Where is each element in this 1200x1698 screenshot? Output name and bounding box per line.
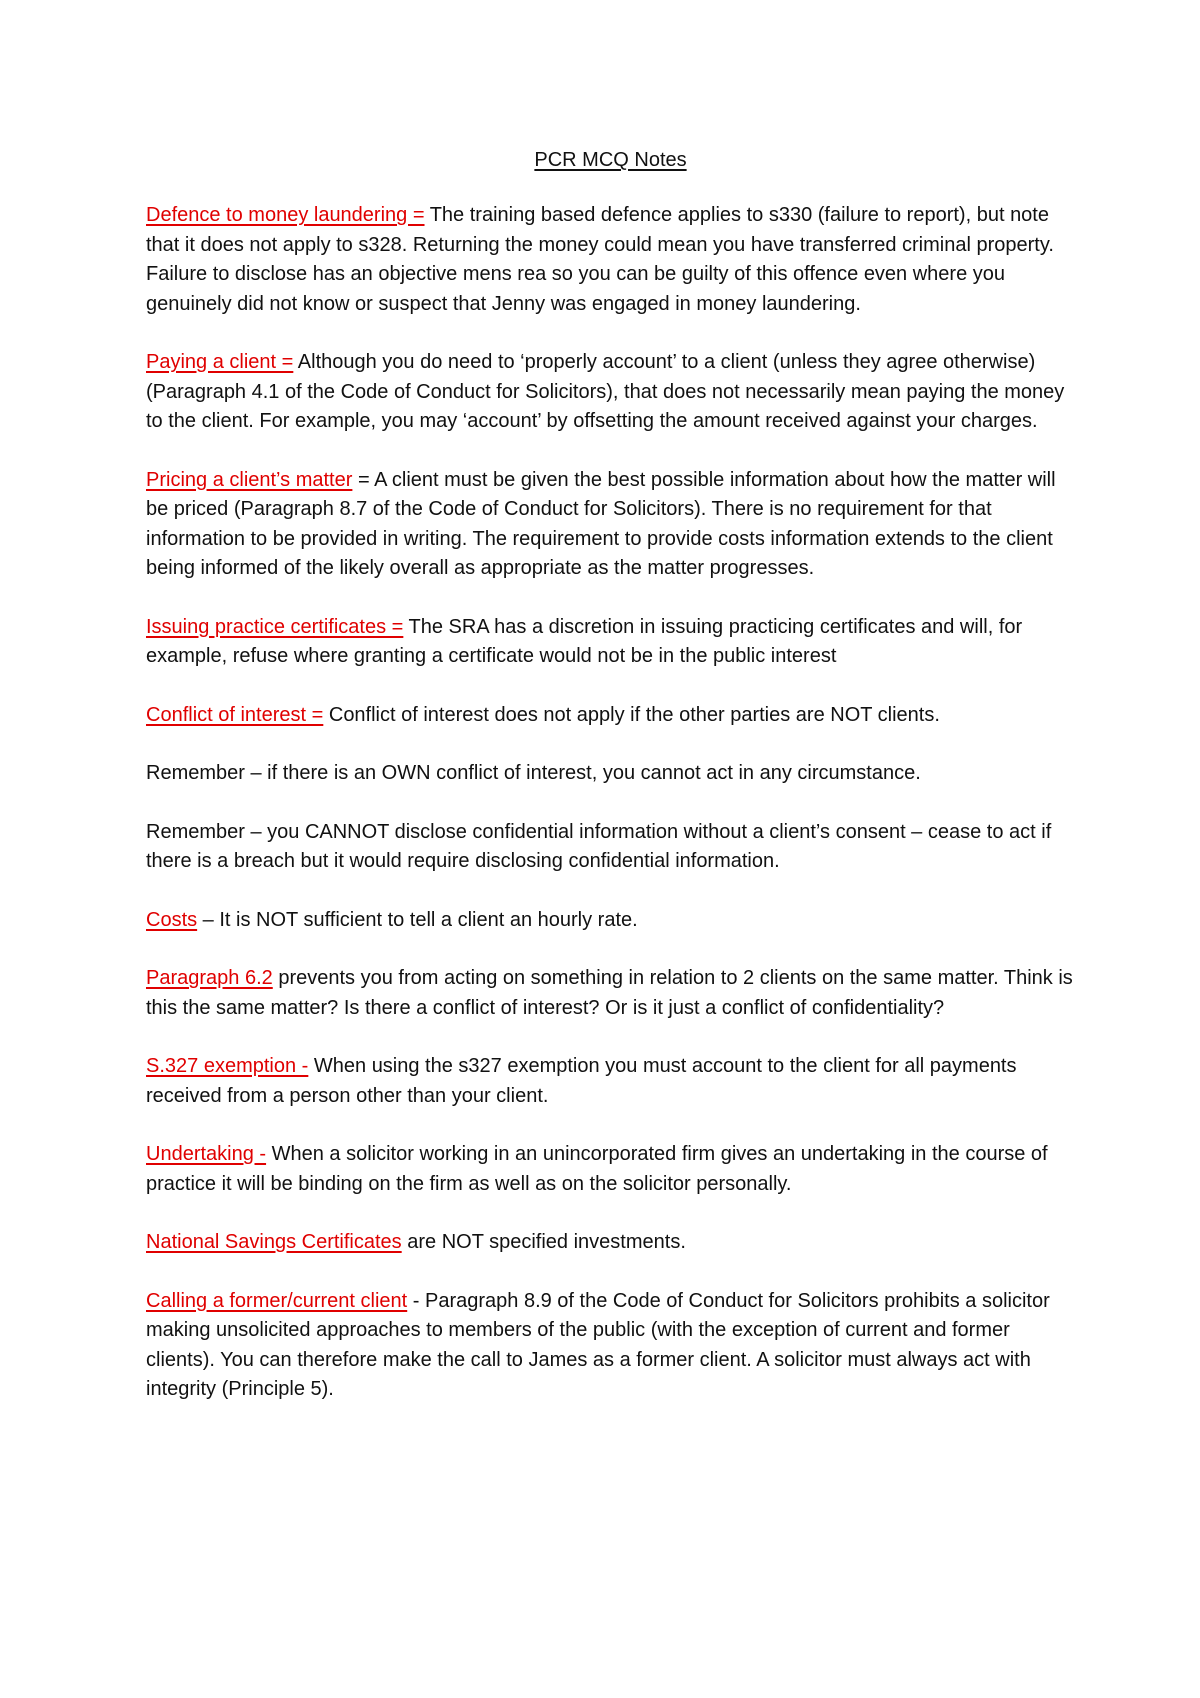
note-heading: Conflict of interest = [146,703,324,726]
note-paragraph [146,818,1075,877]
note-body: When using the s327 exemption you must account to the client for all payments received from a person other than your client. [146,1055,1017,1107]
note-paragraph [146,466,1075,584]
note-body: The SRA has a discretion in issuing practicing certificates and will, for example, refuse where granting a certificate would not be in the public interest [146,615,1023,667]
note-body: Conflict of interest does not apply if the other parties are NOT clients. [323,703,940,726]
note-paragraph [146,201,1075,319]
note-body: are NOT specified investments. [401,1231,686,1253]
note-paragraph [146,759,1075,789]
note-heading: Defence to money laundering = [146,204,425,226]
note-paragraph [146,906,1075,936]
note-heading: Pricing a client’s matter [146,468,353,491]
note-heading: Costs [146,908,198,931]
note-paragraph [146,1140,1075,1199]
note-body: The training based defence applies to s330 (failure to report), but note that it does not apply to s328. Returning the money could mean you have transferred criminal property. Failure to disclose has an objective mens rea so you can be guilty of this offence even where you genuinely did not know or suspect that Jenny was engaged in money laundering. [146,204,1054,315]
note-heading: Undertaking - [146,1143,267,1165]
note-body: Remember – you CANNOT disclose confidential information without a client’s consent – cease to act if there is a breach but it would require disclosing confidential information. [146,820,1052,872]
note-body: Although you do need to ‘properly account’ to a client (unless they agree otherwise) (Paragraph 4.1 of the Code of Conduct for Solicitors), that does not necessarily mean paying the money to the client. For example, you may ‘account’ by offsetting the amount received against your charges. [146,351,1065,432]
note-heading: National Savings Certificates [146,1231,402,1253]
note-paragraph [146,701,1075,731]
note-body: - Paragraph 8.9 of the Code of Conduct for Solicitors prohibits a solicitor making unsolicited approaches to members of the public (with the exception of current and former clients). You can therefore make the call to James as a former client. A solicitor must always act with integrity (Principle 5). [146,1289,1050,1400]
note-body: = A client must be given the best possible information about how the matter will be priced (Paragraph 8.7 of the Code of Conduct for Solicitors). There is no requirement for that information to be provided in writing. The requirement to provide costs information extends to the client being informed of the likely overall as appropriate as the matter progresses. [146,468,1056,579]
note-paragraph [146,1052,1075,1111]
note-paragraph [146,964,1075,1023]
note-body: prevents you from acting on something in relation to 2 clients on the same matter. Think is this the same matter? Is there a conflict of interest? Or is it just a conflict of confidentiality? [146,967,1073,1019]
note-heading: Paragraph 6.2 [146,967,273,989]
note-body: Remember – if there is an OWN conflict of interest, you cannot act in any circumstance. [146,762,921,784]
note-paragraph [146,613,1075,672]
page-title: PCR MCQ Notes [534,149,687,171]
note-paragraph [146,348,1075,437]
note-heading: Paying a client = [146,351,294,373]
note-body: When a solicitor working in an unincorporated firm gives an undertaking in the course of practice it will be binding on the firm as well as on the solicitor personally. [146,1143,1048,1195]
note-paragraph [146,1287,1075,1405]
note-paragraph [146,1228,1075,1258]
note-heading: Calling a former/current client [146,1289,408,1312]
note-heading: Issuing practice certificates = [146,615,404,638]
note-heading: S.327 exemption - [146,1055,309,1077]
note-body: – It is NOT sufficient to tell a client an hourly rate. [197,908,638,931]
